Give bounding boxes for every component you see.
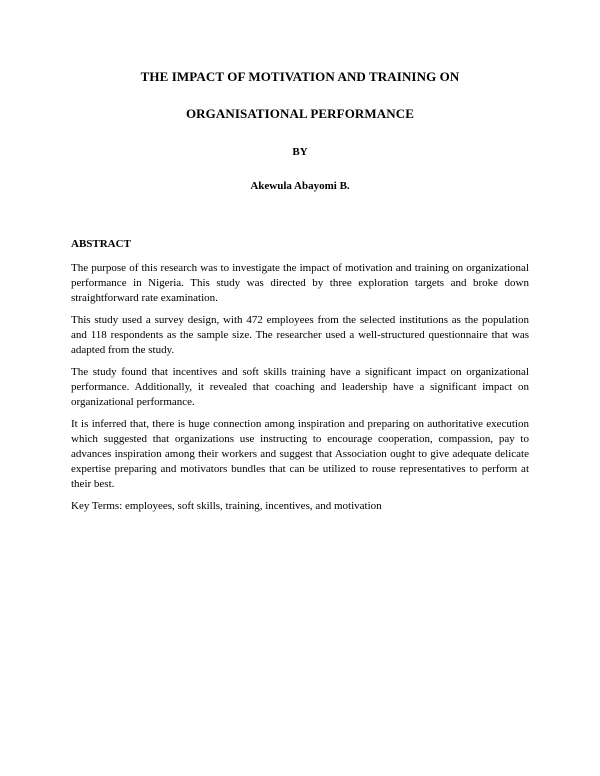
- abstract-paragraph-2: This study used a survey design, with 472 employees from the selected institutions as the population and 118 respondents as the sample size. The researcher used a well-structured questionnaire that was adapted from the study.: [71, 314, 529, 356]
- abstract-paragraph-1: The purpose of this research was to investigate the impact of motivation and training on organizational performance in Nigeria. This study was directed by three exploration targets and broke down straightforward rate examination.: [71, 262, 529, 304]
- author-name: Akewula Abayomi B.: [250, 180, 350, 192]
- paper-title-line-2: ORGANISATIONAL PERFORMANCE: [185, 106, 415, 121]
- paper-title-line-1: THE IMPACT OF MOTIVATION AND TRAINING ON: [140, 69, 460, 84]
- abstract-paragraph-3: The study found that incentives and soft skills training have a significant impact on organizational performance. Additionally, it revealed that coaching and leadership have a significant impact on organizational performance.: [71, 366, 529, 408]
- abstract-body: [71, 261, 529, 514]
- abstract-paragraph-4: It is inferred that, there is huge connection among inspiration and preparing on authoritative execution which suggested that organizations use instructing to encourage cooperation, compassion, pay to advances inspiration among their workers and suggest that Association ought to give adequate delicate expertise preparing and motivators bundles that can be utilized to rouse representatives to perform at their best.: [71, 418, 529, 490]
- byline-label: BY: [292, 146, 308, 158]
- key-terms: Key Terms: employees, soft skills, training, incentives, and motivation: [71, 500, 382, 512]
- abstract-heading: ABSTRACT: [71, 238, 131, 250]
